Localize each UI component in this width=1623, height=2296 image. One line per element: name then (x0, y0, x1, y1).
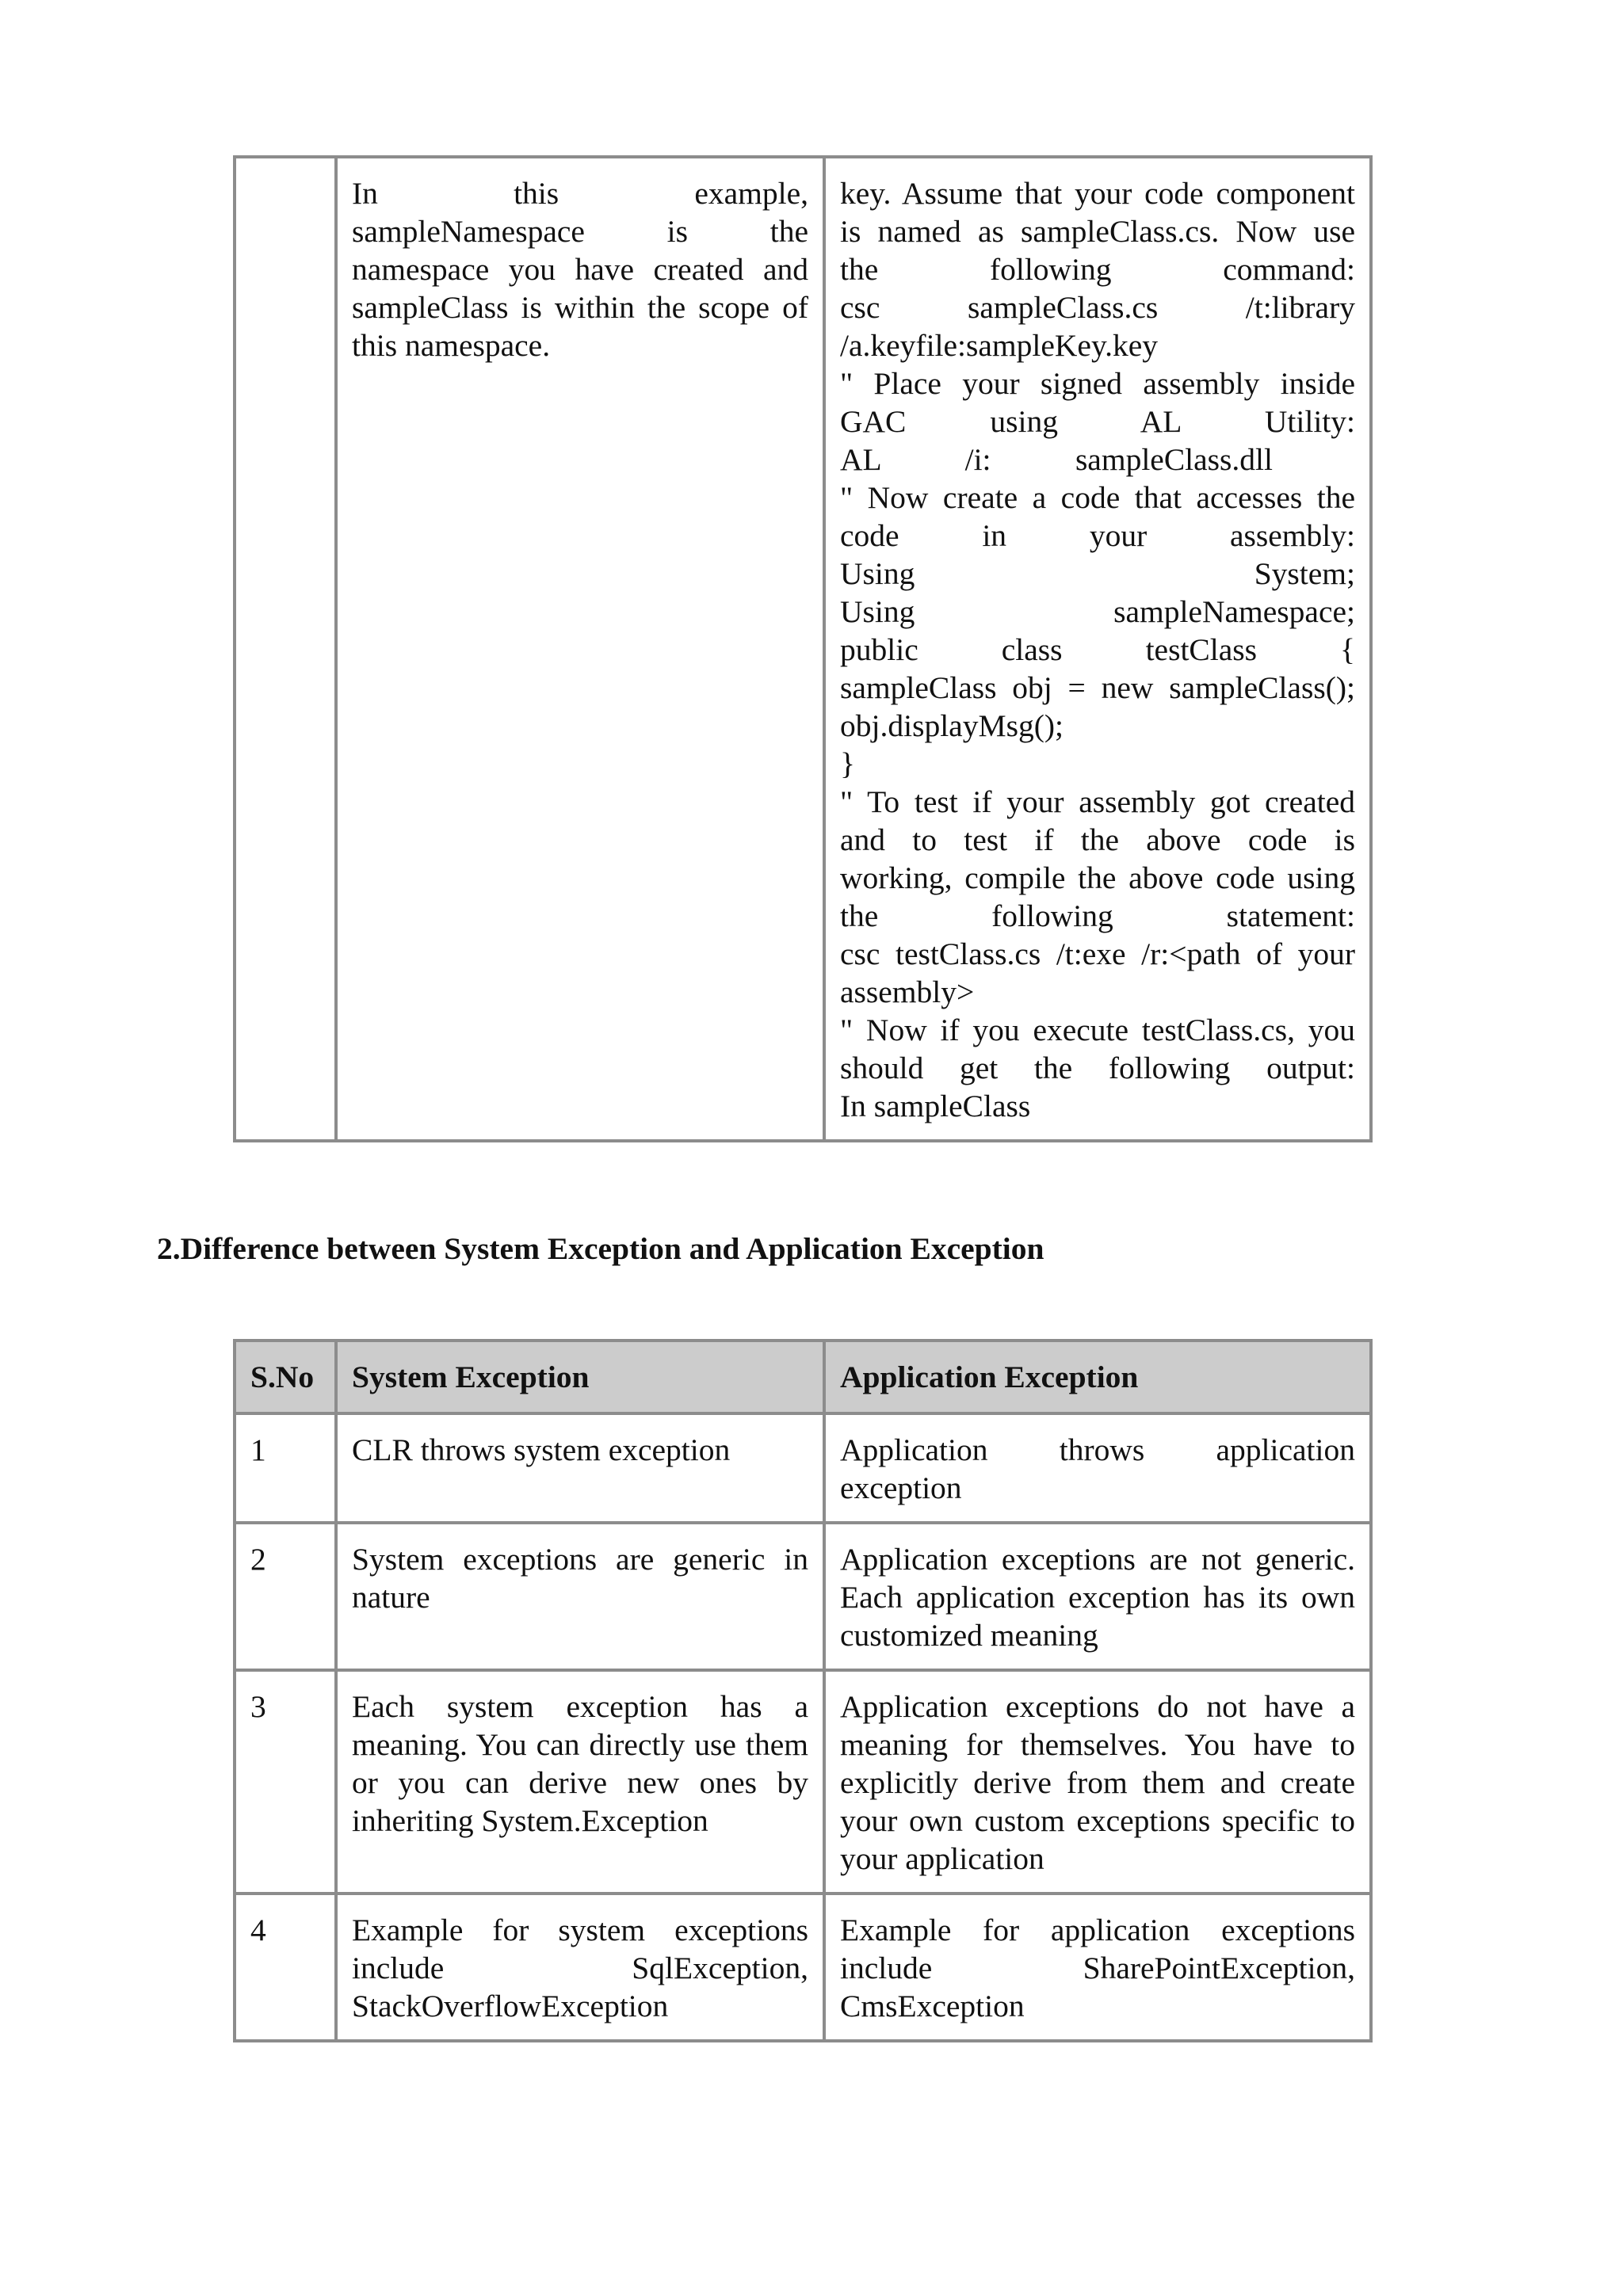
text-line: sampleClass is within the scope of (352, 290, 808, 325)
system-exception-cell: CLR throws system exception (336, 1413, 824, 1523)
text-line: csc testClass.cs /t:exe /r:<path of your (840, 936, 1355, 971)
text-line: is named as sampleClass.cs. Now use (840, 214, 1355, 249)
text-line: } (840, 746, 855, 781)
text-line: GAC using AL Utility: (840, 404, 1355, 439)
application-exception-cell: Application exceptions do not have a meaning for themselves. You have to explicitly derive from them and create your own custom exceptions specific to your application (824, 1670, 1371, 1894)
text-line: In this example, (352, 176, 808, 211)
text-line: and to test if the above code is (840, 822, 1355, 857)
text-line: public class testClass { (840, 632, 1355, 667)
text-line: this namespace. (352, 328, 551, 363)
text-line: code in your assembly: (840, 518, 1355, 553)
header-system-exception: System Exception (336, 1341, 824, 1413)
table-row (235, 1670, 1371, 1894)
text-line: sampleNamespace is the (352, 214, 808, 249)
table-row (235, 1523, 1371, 1670)
table-row (235, 1894, 1371, 2041)
sno-cell: 1 (235, 1413, 336, 1523)
text-line: " To test if your assembly got created (840, 784, 1355, 819)
example-description-cell (336, 157, 824, 1141)
text-line: " Now create a code that accesses the (840, 480, 1355, 515)
text-line: " Place your signed assembly inside (840, 366, 1355, 401)
header-sno: S.No (235, 1341, 336, 1413)
application-exception-cell: Application exceptions are not generic. Each application exception has its own customized meaning (824, 1523, 1371, 1670)
continued-table (233, 155, 1373, 1142)
text-line: working, compile the above code using (840, 860, 1355, 895)
text-line: Using sampleNamespace; (840, 594, 1355, 629)
section-heading: 2.Difference between System Exception and Application Exception (157, 1231, 1044, 1266)
text-line: assembly> (840, 974, 975, 1009)
text-line: sampleClass obj = new sampleClass(); (840, 670, 1355, 705)
text-line: the following statement: (840, 898, 1355, 933)
text-line: the following command: (840, 252, 1355, 287)
example-steps-cell (824, 157, 1371, 1141)
sno-cell (235, 157, 336, 1141)
text-line: In sampleClass (840, 1089, 1031, 1123)
sno-cell: 3 (235, 1670, 336, 1894)
text-line: obj.displayMsg(); (840, 708, 1064, 743)
text-line: " Now if you execute testClass.cs, you (840, 1013, 1355, 1047)
text-line: should get the following output: (840, 1051, 1355, 1085)
difference-table (233, 1339, 1373, 2042)
text-line: AL /i: sampleClass.dll (840, 442, 1273, 477)
sno-cell: 2 (235, 1523, 336, 1670)
application-exception-cell: Example for application exceptions include SharePointException, CmsException (824, 1894, 1371, 2041)
sno-cell: 4 (235, 1894, 336, 2041)
table-row (235, 1413, 1371, 1523)
table-row (235, 157, 1371, 1141)
application-exception-cell: Application throws application exception (824, 1413, 1371, 1523)
system-exception-cell: System exceptions are generic in nature (336, 1523, 824, 1670)
text-line: Using System; (840, 556, 1355, 591)
text-line: csc sampleClass.cs /t:library (840, 290, 1355, 325)
text-line: namespace you have created and (352, 252, 808, 287)
text-line: key. Assume that your code component (840, 176, 1355, 211)
header-application-exception: Application Exception (824, 1341, 1371, 1413)
text-line: /a.keyfile:sampleKey.key (840, 328, 1159, 363)
table-header-row (235, 1341, 1371, 1413)
system-exception-cell: Example for system exceptions include SqlException, StackOverflowException (336, 1894, 824, 2041)
system-exception-cell: Each system exception has a meaning. You can directly use them or you can derive new ones by inheriting System.Exception (336, 1670, 824, 1894)
